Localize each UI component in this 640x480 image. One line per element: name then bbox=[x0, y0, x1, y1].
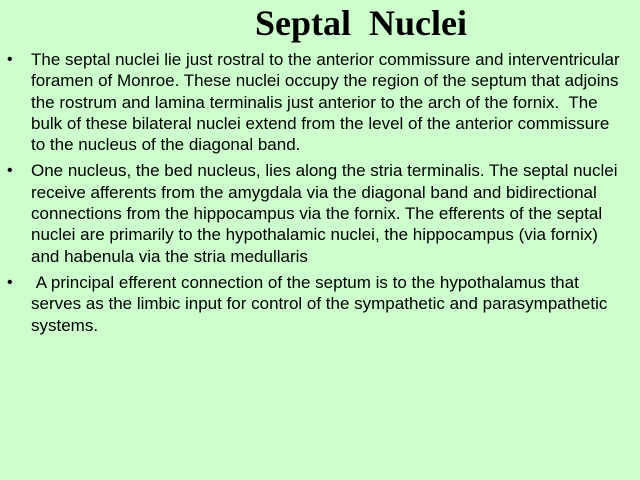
bullet-text: The septal nuclei lie just rostral to the anterior commissure and interventricular foramen of Monroe. These nuclei occupy the region of the septum that adjoins the rostrum and lamina terminalis just anterior to the arch of the fornix. The bulk of these bilateral nuclei extend from the level of the anterior commissure to the nucleus of the diagonal band. bbox=[31, 50, 625, 155]
slide-title: Septal Nuclei bbox=[255, 3, 467, 43]
bullet-text: A principal efferent connection of the septum is to the hypothalamus that serves as the limbic input for control of the sympathetic and parasympathetic systems. bbox=[31, 272, 613, 335]
bullet-item bbox=[0, 160, 640, 266]
bullet-list bbox=[0, 49, 640, 341]
bullet-text: One nucleus, the bed nucleus, lies along the stria terminalis. The septal nuclei receive afferents from the amygdala via the diagonal band and bidirectional connections from the hippocampus via the fornix. The efferents of the septal nuclei are primarily to the hypothalamic nuclei, the hippocampus (via fornix) and habenula via the stria medullaris bbox=[31, 161, 623, 266]
bullet-point-icon: • bbox=[7, 273, 13, 291]
bullet-item bbox=[0, 272, 640, 336]
bullet-point-icon: • bbox=[7, 51, 13, 68]
bullet-item bbox=[0, 49, 640, 155]
bullet-point-icon: • bbox=[7, 162, 13, 180]
